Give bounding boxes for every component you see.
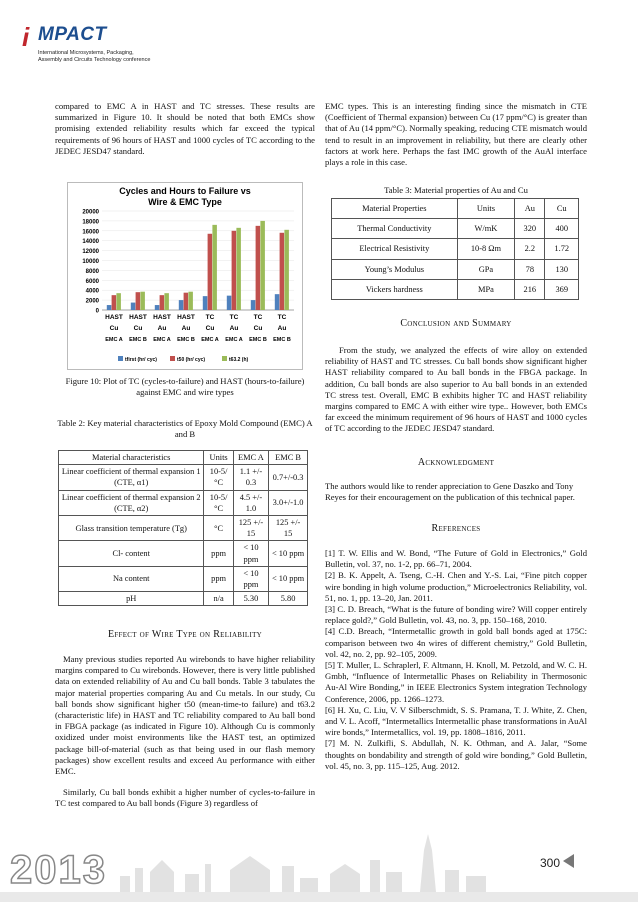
legend-entry: t50 (hr/ cyc) xyxy=(177,357,206,363)
table-2-cell: 5.30 xyxy=(233,592,268,606)
table-2-row xyxy=(59,516,308,541)
table-2-row xyxy=(59,465,308,490)
table-2-row xyxy=(59,566,308,591)
x-tick-label: Au xyxy=(181,325,191,332)
bar-1 xyxy=(256,226,261,310)
table-2-cell: 0.7+/-0.3 xyxy=(269,465,308,490)
table-2-cell: 4.5 +/- 1.0 xyxy=(233,490,268,515)
legend-swatch xyxy=(222,356,227,361)
table-3-wrap xyxy=(325,198,587,300)
x-tick-label: EMC B xyxy=(177,337,195,343)
y-tick-label: 18000 xyxy=(82,219,99,226)
logo-subtitle-line2: Assembly and Circuits Technology conference xyxy=(38,57,151,63)
reference-item: [4] C.D. Breach, “Intermetallic growth in gold ball bonds aged at 175C: comparison between two 4n wires of different chemistry,” Gold Bulletin, vol. 42, no. 2, pp. 92–105, 2009. xyxy=(325,626,587,659)
table-2-cell: ppm xyxy=(204,566,233,591)
bar-2 xyxy=(236,228,241,310)
x-tick-label: Cu xyxy=(253,325,263,332)
table-2-cell: pH xyxy=(59,592,204,606)
table-2-row xyxy=(59,541,308,566)
page-number: 300 xyxy=(540,856,561,870)
reference-item: [3] C. D. Breach, “What is the future of bonding wire? Will copper entirely replace gold?,” Gold Bulletin, vol. 43, no. 3, pp. 150–168, 2010. xyxy=(325,604,587,626)
table-2-cell: 1.1 +/- 0.3 xyxy=(233,465,268,490)
x-tick-label: Au xyxy=(277,325,287,332)
table-3-header-cell: Cu xyxy=(545,199,579,219)
legend-swatch xyxy=(170,356,175,361)
y-tick-label: 0 xyxy=(95,308,99,315)
table-3-cell: 1.72 xyxy=(545,239,579,259)
bar-2 xyxy=(260,221,265,310)
table-3-row xyxy=(332,279,579,299)
x-tick-label: HAST xyxy=(105,314,123,321)
figure-10-chart xyxy=(67,182,303,370)
bar-0 xyxy=(131,303,136,310)
y-tick-label: 8000 xyxy=(85,268,99,275)
y-tick-label: 20000 xyxy=(82,209,99,216)
table-2-header-cell: Material characteristics xyxy=(59,451,204,465)
table-2-cell: Na content xyxy=(59,566,204,591)
bar-2 xyxy=(284,230,289,310)
table-3-cell: 400 xyxy=(545,219,579,239)
y-tick-label: 10000 xyxy=(82,259,99,265)
y-tick-label: 16000 xyxy=(82,229,99,236)
table-3-cell: 2.2 xyxy=(515,239,545,259)
y-tick-label: 6000 xyxy=(85,278,99,285)
table-2-cell: ppm xyxy=(204,541,233,566)
reference-item: [5] T. Muller, L. Schraplerl, F. Altmann, H. Knoll, M. Petzold, and W. C. H. Gmbh, “Influence of Intermetallic Phases on Reliability in Thermosonic Au-Al Wire Bonding,” in IEEE Electronics System integration Technology Conference, 2006, pp. 1266–1273. xyxy=(325,660,587,704)
table-2-cell: 125 +/- 15 xyxy=(233,516,268,541)
x-tick-label: EMC B xyxy=(129,337,147,343)
chart-title-line2: Wire & EMC Type xyxy=(148,197,222,207)
table-2-header-cell: EMC B xyxy=(269,451,308,465)
table-3-header-row xyxy=(332,199,579,219)
bar-2 xyxy=(212,225,217,310)
table-3-row xyxy=(332,219,579,239)
x-tick-label: EMC A xyxy=(225,337,243,343)
x-tick-label: EMC A xyxy=(105,337,123,343)
table-2-cell: Cl- content xyxy=(59,541,204,566)
x-tick-label: TC xyxy=(277,314,287,321)
bar-1 xyxy=(136,292,141,310)
section-heading-effect-wire: Effect of Wire Type on Reliability xyxy=(107,629,263,640)
left-column-bottom xyxy=(55,654,315,810)
table-2-caption: Table 2: Key material characteristics of Epoxy Mold Compound (EMC) A and B xyxy=(57,418,313,439)
table-2-cell: < 10 ppm xyxy=(269,541,308,566)
table-3-cell: W/mK xyxy=(457,219,515,239)
section-heading-conclusion: Conclusion and Summary xyxy=(400,318,512,329)
figure-10-caption: Figure 10: Plot of TC (cycles-to-failure) and HAST (hours-to-failure) against EMC and wire types xyxy=(65,376,305,397)
bar-1 xyxy=(280,233,285,310)
x-tick-label: Cu xyxy=(205,325,215,332)
table-2-cell: < 10 ppm xyxy=(269,566,308,591)
left-paragraph-1: compared to EMC A in HAST and TC stresses. These results are summarized in Figure 10. It should be noted that both EMCs show promising extended reliability results which far exceed the typical requirements of 96 hours of HAST and 1000 cycles of TC according to the JEDEC JESD47 standard. xyxy=(55,101,315,156)
reference-item: [6] H. Xu, C. Liu, V. V Silberschmidt, S. S. Pramana, T. J. White, Z. Chen, and V. L. Acoff, “Intermetallics Intermetallic phase transformations in AuAl wire bonds,” Intermetallics, vol. 19, pp. 1808–1816, 2011. xyxy=(325,704,587,738)
table-3-cell: Thermal Conductivity xyxy=(332,219,458,239)
legend-swatch xyxy=(118,356,123,361)
section-heading-acknowledgment: Acknowledgment xyxy=(417,457,495,468)
table-2-cell: n/a xyxy=(204,592,233,606)
ack-block xyxy=(325,481,587,503)
logo-subtitle xyxy=(38,50,188,64)
bar-1 xyxy=(184,293,189,310)
table-3-header-cell: Units xyxy=(457,199,515,219)
table-3-cell: Vickers hardness xyxy=(332,279,458,299)
table-3-cell: 369 xyxy=(545,279,579,299)
bar-2 xyxy=(164,293,169,310)
right-paragraph-1: EMC types. This is an interesting finding since the mismatch in CTE (Coefficient of Thermal expansion) between Cu (17 ppm/°C) is greater than that of Au (14 ppm/°C). Normally speaking, reducing CTE mismatch would tend to result in an improvement in reliability, but there are clearly other factors at work here. Perhaps the fast IMC growth of the AuAl interface plays a role in this case. xyxy=(325,101,587,168)
table-2-cell: Linear coefficient of thermal expansion 1 (CTE, α1) xyxy=(59,465,204,490)
y-tick-label: 12000 xyxy=(82,249,99,256)
bar-2 xyxy=(188,292,193,310)
left-paragraph-3: Similarly, Cu ball bonds exhibit a higher number of cycles-to-failure in TC test compared to Au ball bonds (Figure 3) regardless of xyxy=(55,787,315,809)
bar-0 xyxy=(107,305,112,310)
reference-item: [2] B. K. Appelt, A. Tseng, C.-H. Chen and Y.-S. Lai, “Fine pitch copper wire bonding in high volume production,” Microelectronics Reliability, vol. 51, no. 1, pp. 13–20, Jan. 2011. xyxy=(325,570,587,603)
table-2-cell: 3.0+/-1.0 xyxy=(269,490,308,515)
conclusion-block xyxy=(325,345,587,435)
bar-0 xyxy=(155,305,160,310)
x-tick-label: TC xyxy=(229,314,239,321)
logo-subtitle-line1: International Microsystems, Packaging, xyxy=(38,50,134,56)
x-tick-label: Cu xyxy=(109,325,119,332)
table-3-header-cell: Au xyxy=(515,199,545,219)
x-tick-label: Cu xyxy=(133,325,143,332)
bar-1 xyxy=(208,234,213,310)
table-2-cell: 10-5/°C xyxy=(204,465,233,490)
logo-word: MPACT xyxy=(38,24,107,45)
reference-item: [1] T. W. Ellis and W. Bond, “The Future of Gold in Electronics,” Gold Bulletin, vol. 37, no. 1-2, pp. 66–71, 2004. xyxy=(325,548,587,570)
right-column-top xyxy=(325,101,587,168)
x-tick-label: EMC A xyxy=(201,337,219,343)
table-2-cell: < 10 ppm xyxy=(233,566,268,591)
y-tick-label: 14000 xyxy=(82,239,99,246)
bar-1 xyxy=(112,295,117,310)
table-2-header-cell: EMC A xyxy=(233,451,268,465)
x-tick-label: EMC A xyxy=(153,337,171,343)
table-2-row xyxy=(59,490,308,515)
table-3-cell: 320 xyxy=(515,219,545,239)
table-3-cell: 10-8 Ωm xyxy=(457,239,515,259)
x-tick-label: EMC B xyxy=(273,337,291,343)
section-heading-references: References xyxy=(431,523,481,534)
x-tick-label: TC xyxy=(253,314,263,321)
table-3-header-cell: Material Properties xyxy=(332,199,458,219)
bar-0 xyxy=(275,294,280,310)
table-2-wrap xyxy=(55,450,315,606)
table-3-cell: MPa xyxy=(457,279,515,299)
y-tick-label: 4000 xyxy=(85,288,99,295)
table-3-caption: Table 3: Material properties of Au and Cu xyxy=(384,185,528,195)
x-tick-label: HAST xyxy=(153,314,171,321)
logo-lead-letter: i xyxy=(22,22,30,52)
bar-2 xyxy=(140,292,145,310)
table-2 xyxy=(58,450,308,606)
table-2-row xyxy=(59,592,308,606)
bar-2 xyxy=(116,293,121,310)
ack-paragraph: The authors would like to render appreciation to Gene Daszko and Tony Reyes for their encouragement on the publication of this technical paper. xyxy=(325,481,575,503)
table-2-cell: 10-5/°C xyxy=(204,490,233,515)
y-tick-label: 2000 xyxy=(85,298,99,305)
x-tick-label: HAST xyxy=(177,314,195,321)
table-3-cell: 130 xyxy=(545,259,579,279)
table-3-row xyxy=(332,239,579,259)
left-column-top xyxy=(55,101,315,157)
bar-1 xyxy=(232,231,237,310)
conclusion-paragraph: From the study, we analyzed the effects of wire alloy on extended reliability of HAST and TC stresses. Cu ball bonds show significant higher HAST reliability compared to Au ball bonds in the FBGA package. In addition, Cu ball bonds are also superior to Au ball bonds in an extended TC stress test. Overall, EMC B exhibits higher TC and HAST reliability margins compared to EMC A with either wire type.. However, both EMCs far exceed the minimum requirement of 96 hours of HAST and 1000 cycles of TC according to the JEDEC JESD47 standard. xyxy=(325,345,587,434)
table-3-cell: 78 xyxy=(515,259,545,279)
x-tick-label: Au xyxy=(229,325,239,332)
table-2-cell: 5.80 xyxy=(269,592,308,606)
table-3-cell: 216 xyxy=(515,279,545,299)
x-tick-label: Au xyxy=(157,325,167,332)
page-arrow-icon xyxy=(563,854,574,868)
left-paragraph-2: Many previous studies reported Au wirebonds to have higher reliability margins compared to Cu wirebonds. However, there is very little published data on extended reliability of Au and Cu ball bonds. Table 3 tabulates the major material properties comparing Au and Cu metals. In our study, Cu ball bonds show significant higher t50 (mean-time-to failure) and t63.2 (characteristic life) in HAST and TC reliability compared to Au ball bond in FBGA package (as indicated in Figure 10). Although Cu is commonly oxidized under moist environments like the HAST test, an optimized package bill-of-material (such as that being used in our flash memory packages) show excellent results and exceed Au performance with either EMC. xyxy=(55,654,315,777)
reference-item: [7] M. N. Zulkifli, S. Abdullah, N. K. Othman, and A. Jalar, “Some thoughts on bondability and strength of gold wire bonding,” Gold Bulletin, vol. 45, no. 3, pp. 115–125, Aug. 2012. xyxy=(325,738,587,771)
x-tick-label: TC xyxy=(205,314,215,321)
bar-0 xyxy=(227,296,232,310)
references-list xyxy=(325,548,587,772)
table-2-cell: Linear coefficient of thermal expansion 2 (CTE, α2) xyxy=(59,490,204,515)
table-2-header-row xyxy=(59,451,308,465)
table-2-cell: 125 +/- 15 xyxy=(269,516,308,541)
bar-chart xyxy=(68,183,302,369)
x-tick-label: HAST xyxy=(129,314,147,321)
table-3-cell: GPa xyxy=(457,259,515,279)
footer-year: 2013 xyxy=(10,848,107,892)
bar-1 xyxy=(160,295,165,310)
table-2-cell: < 10 ppm xyxy=(233,541,268,566)
bar-0 xyxy=(251,300,256,310)
table-2-cell: Glass transition temperature (Tg) xyxy=(59,516,204,541)
table-3-row xyxy=(332,259,579,279)
table-3-cell: Electrical Resistivity xyxy=(332,239,458,259)
bar-0 xyxy=(203,296,208,310)
legend-entry: t63.2 (h) xyxy=(229,357,249,363)
table-3-cell: Young’s Modulus xyxy=(332,259,458,279)
table-2-cell: °C xyxy=(204,516,233,541)
table-2-header-cell: Units xyxy=(204,451,233,465)
impact-logo xyxy=(20,22,190,82)
bar-0 xyxy=(179,300,184,310)
chart-title-line1: Cycles and Hours to Failure vs xyxy=(119,186,251,196)
legend-entry: tfirst (hr/ cyc) xyxy=(125,357,157,363)
x-tick-label: EMC B xyxy=(249,337,267,343)
table-3 xyxy=(331,198,579,300)
